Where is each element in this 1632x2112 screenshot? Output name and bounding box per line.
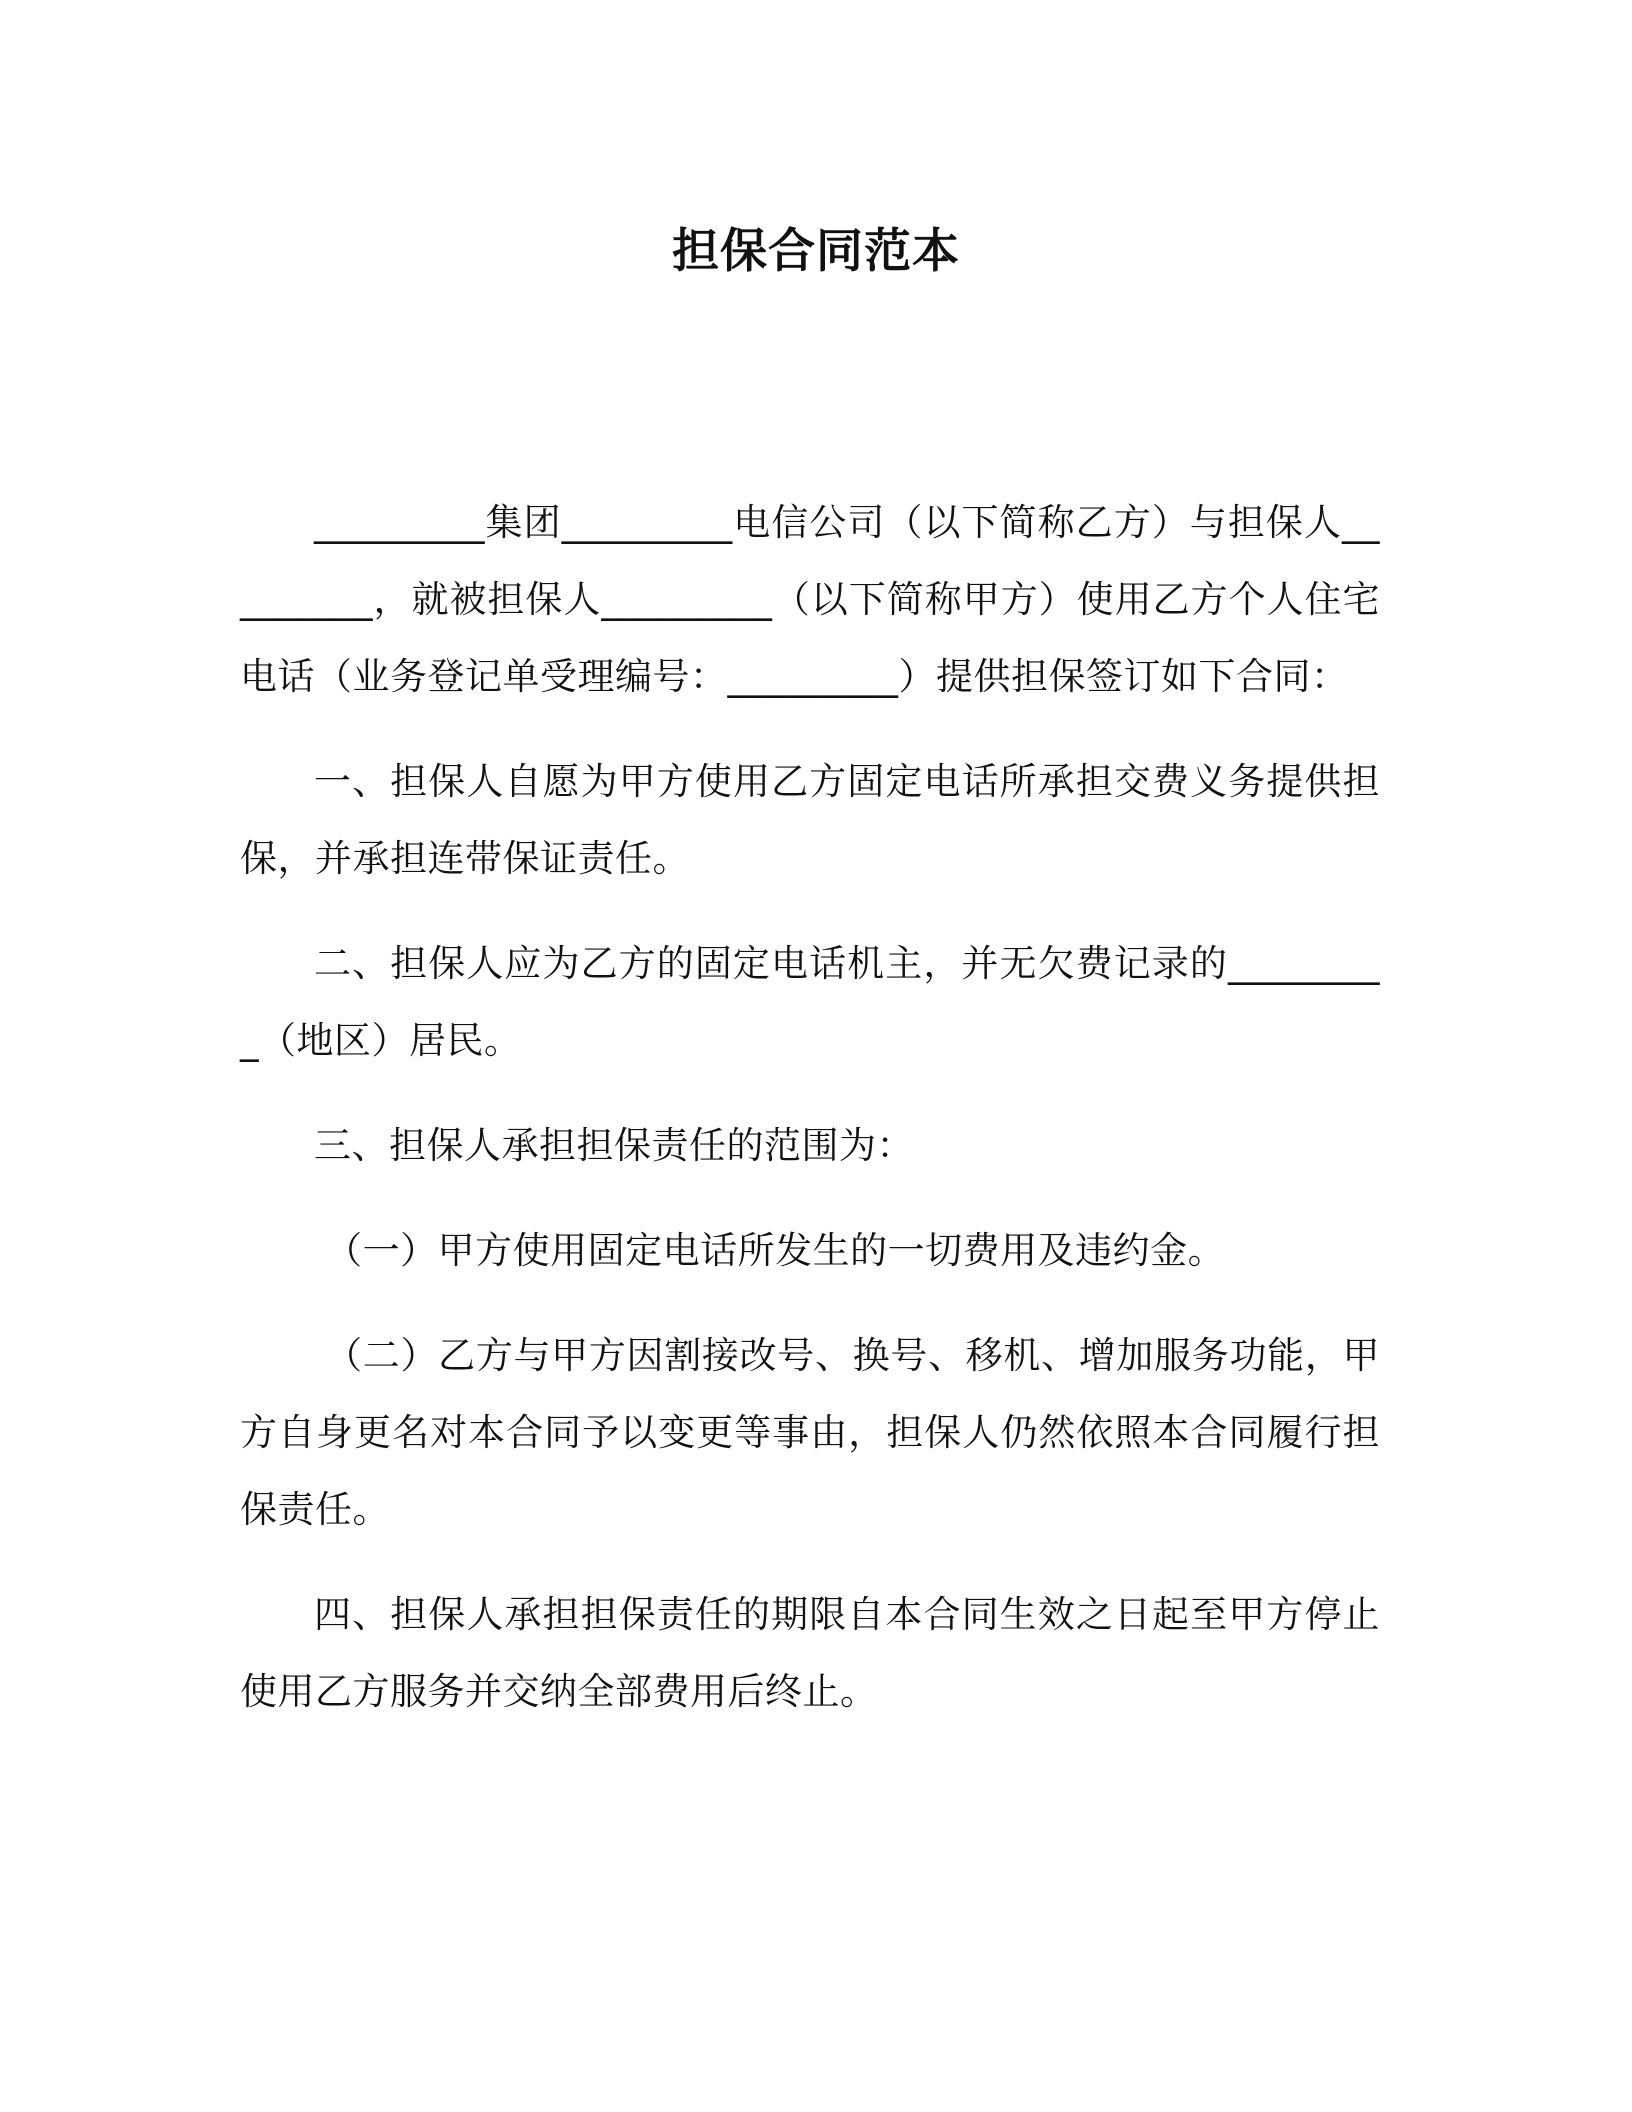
document-title: 担保合同范本 bbox=[672, 224, 960, 279]
paragraph-clause-4: 四、担保人承担担保责任的期限自本合同生效之日起至甲方停止使用乙方服务并交纳全部费用后终止。 bbox=[240, 1593, 1380, 1713]
document-body bbox=[240, 484, 1380, 1758]
paragraph-clause-1: 一、担保人自愿为甲方使用乙方固定电话所承担交费义务提供担保，并承担连带保证责任。 bbox=[240, 760, 1380, 880]
paragraph-clause-3-item-2: （二）乙方与甲方因割接改号、换号、移机、增加服务功能，甲方自身更名对本合同予以变更等事由，担保人仍然依照本合同履行担保责任。 bbox=[240, 1334, 1380, 1531]
paragraph-clause-3-item-1: （一）甲方使用固定电话所发生的一切费用及违约金。 bbox=[325, 1229, 1226, 1272]
paragraph-clause-3: 三、担保人承担担保责任的范围为： bbox=[314, 1124, 914, 1167]
paragraph-preamble: _________集团_________电信公司（以下简称乙方）与担保人_________，就被担保人_________（以下简称甲方）使用乙方个人住宅电话（业务登记单受理编号：_________）提供担保签订如下合同： bbox=[240, 501, 1380, 698]
paragraph-clause-2: 二、担保人应为乙方的固定电话机主，并无欠费记录的_________（地区）居民。 bbox=[240, 942, 1380, 1062]
